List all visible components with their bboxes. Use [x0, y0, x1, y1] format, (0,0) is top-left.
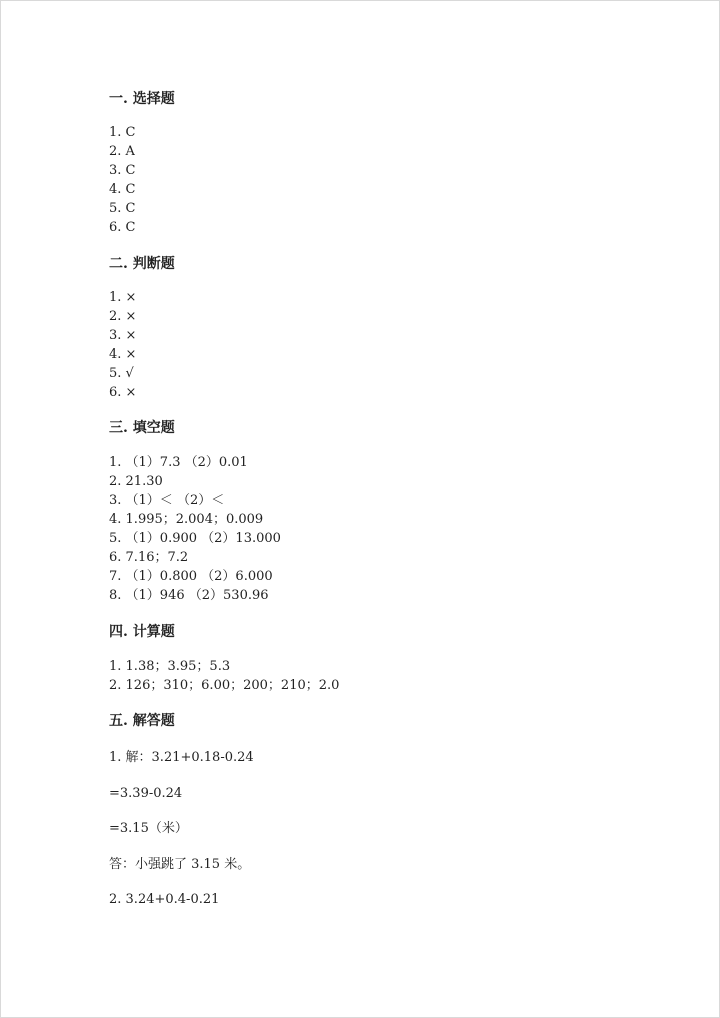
answer-line: 答：小强跳了 3.15 米。 [109, 857, 251, 872]
answer-line: 6. 7.16；7.2 [109, 550, 189, 565]
answer-line: 7. （1）0.800 （2）6.000 [109, 569, 273, 584]
answer-line: 2. × [109, 309, 137, 324]
answer-line: 5. （1）0.900 （2）13.000 [109, 531, 281, 546]
answer-line: =3.39-0.24 [109, 786, 183, 801]
answer-line: 1. 解：3.21+0.18-0.24 [109, 750, 254, 765]
section-heading-calculation: 四. 计算题 [109, 624, 175, 640]
answer-line: 3. C [109, 163, 136, 178]
answer-line: 6. × [109, 385, 137, 400]
answer-line: 5. √ [109, 366, 134, 381]
section-heading-fill-blank: 三. 填空题 [109, 420, 175, 436]
answer-line: 2. 3.24+0.4-0.21 [109, 892, 220, 907]
section-heading-judgment: 二. 判断题 [109, 256, 175, 272]
answer-line: 4. C [109, 182, 136, 197]
answer-line: 1. （1）7.3 （2）0.01 [109, 455, 248, 470]
answer-line: 3. （1）＜ （2）＜ [109, 493, 225, 508]
section-heading-solve: 五. 解答题 [109, 713, 175, 729]
answer-line: 6. C [109, 220, 136, 235]
answer-line: 2. A [109, 144, 135, 159]
section-heading-choice: 一. 选择题 [109, 91, 175, 107]
answer-line: 2. 21.30 [109, 474, 163, 489]
answer-line: 1. 1.38；3.95；5.3 [109, 659, 231, 674]
answer-line: 2. 126；310；6.00；200；210；2.0 [109, 678, 340, 693]
answer-line: 8. （1）946 （2）530.96 [109, 588, 269, 603]
answer-line: 4. × [109, 347, 137, 362]
answer-line: 4. 1.995；2.004；0.009 [109, 512, 264, 527]
answer-line: 1. C [109, 125, 136, 140]
answer-line: =3.15（米） [109, 821, 188, 836]
answer-line: 1. × [109, 290, 137, 305]
answer-line: 3. × [109, 328, 137, 343]
answer-line: 5. C [109, 201, 136, 216]
